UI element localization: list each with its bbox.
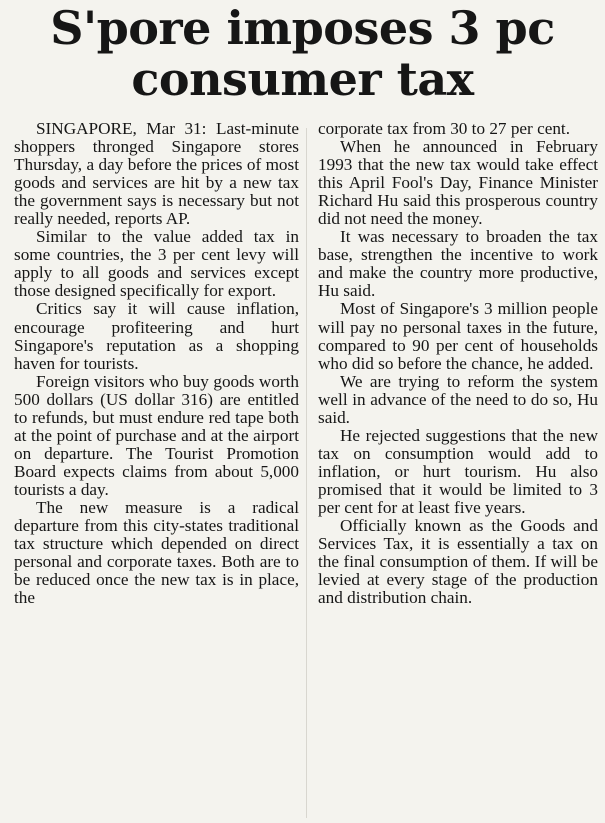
paragraph: Most of Singapore's 3 million people will pay no personal taxes in the future, compared to 90 per cent of households who did so before the chance, he added. bbox=[318, 299, 598, 373]
paragraph: It was necessary to broaden the tax base, strengthen the incentive to work and make the country more productive, Hu said. bbox=[318, 227, 598, 301]
paragraph: The new measure is a radical departure from this city-states traditional tax structure which depended on direct personal and corporate taxes. Both are to be reduced once the new tax is in place, the bbox=[14, 497, 299, 608]
paragraph: Similar to the value added tax in some countries, the 3 per cent levy will apply to all goods and services except those designed specifically for export. bbox=[14, 227, 299, 301]
paragraph: corporate tax from 30 to 27 per cent. bbox=[318, 119, 570, 138]
paragraph: SINGAPORE, Mar 31: Last-minute shoppers thronged Singapore stores Thursday, a day before the prices of most goods and services are hit by a new tax the government says is necessary but not really needed, reports AP. bbox=[14, 119, 299, 229]
headline-line-2: consumer tax bbox=[131, 52, 474, 106]
paragraph: Officially known as the Goods and Services Tax, it is essentially a tax on the final consumption of them. If will be levied at every stage of the production and distribution chain. bbox=[318, 516, 598, 608]
headline bbox=[0, 0, 605, 112]
article-column-right bbox=[318, 120, 598, 607]
paragraph: We are trying to reform the system well in advance of the need to do so, Hu said. bbox=[318, 371, 598, 427]
paragraph: Foreign visitors who buy goods worth 500 dollars (US dollar 316) are entitled to refunds, but must endure red tape both at the point of purchase and at the airport on departure. The Tourist Promotion Board expects claims from about 5,000 tourists a day. bbox=[14, 371, 299, 499]
article-column-left bbox=[14, 120, 299, 607]
column-divider bbox=[306, 128, 307, 818]
paragraph: He rejected suggestions that the new tax on consumption would add to inflation, or hurt tourism. Hu also promised that it would be limited to 3 per cent for at least five years. bbox=[318, 425, 598, 517]
paragraph: Critics say it will cause inflation, encourage profiteering and hurt Singapore's reputation as a shopping haven for tourists. bbox=[14, 299, 299, 373]
headline-line-1: S'pore imposes 3 pc bbox=[50, 1, 555, 55]
paragraph: When he announced in February 1993 that the new tax would take effect this April Fool's Day, Finance Minister Richard Hu said this prosperous country did not need the money. bbox=[318, 137, 598, 229]
